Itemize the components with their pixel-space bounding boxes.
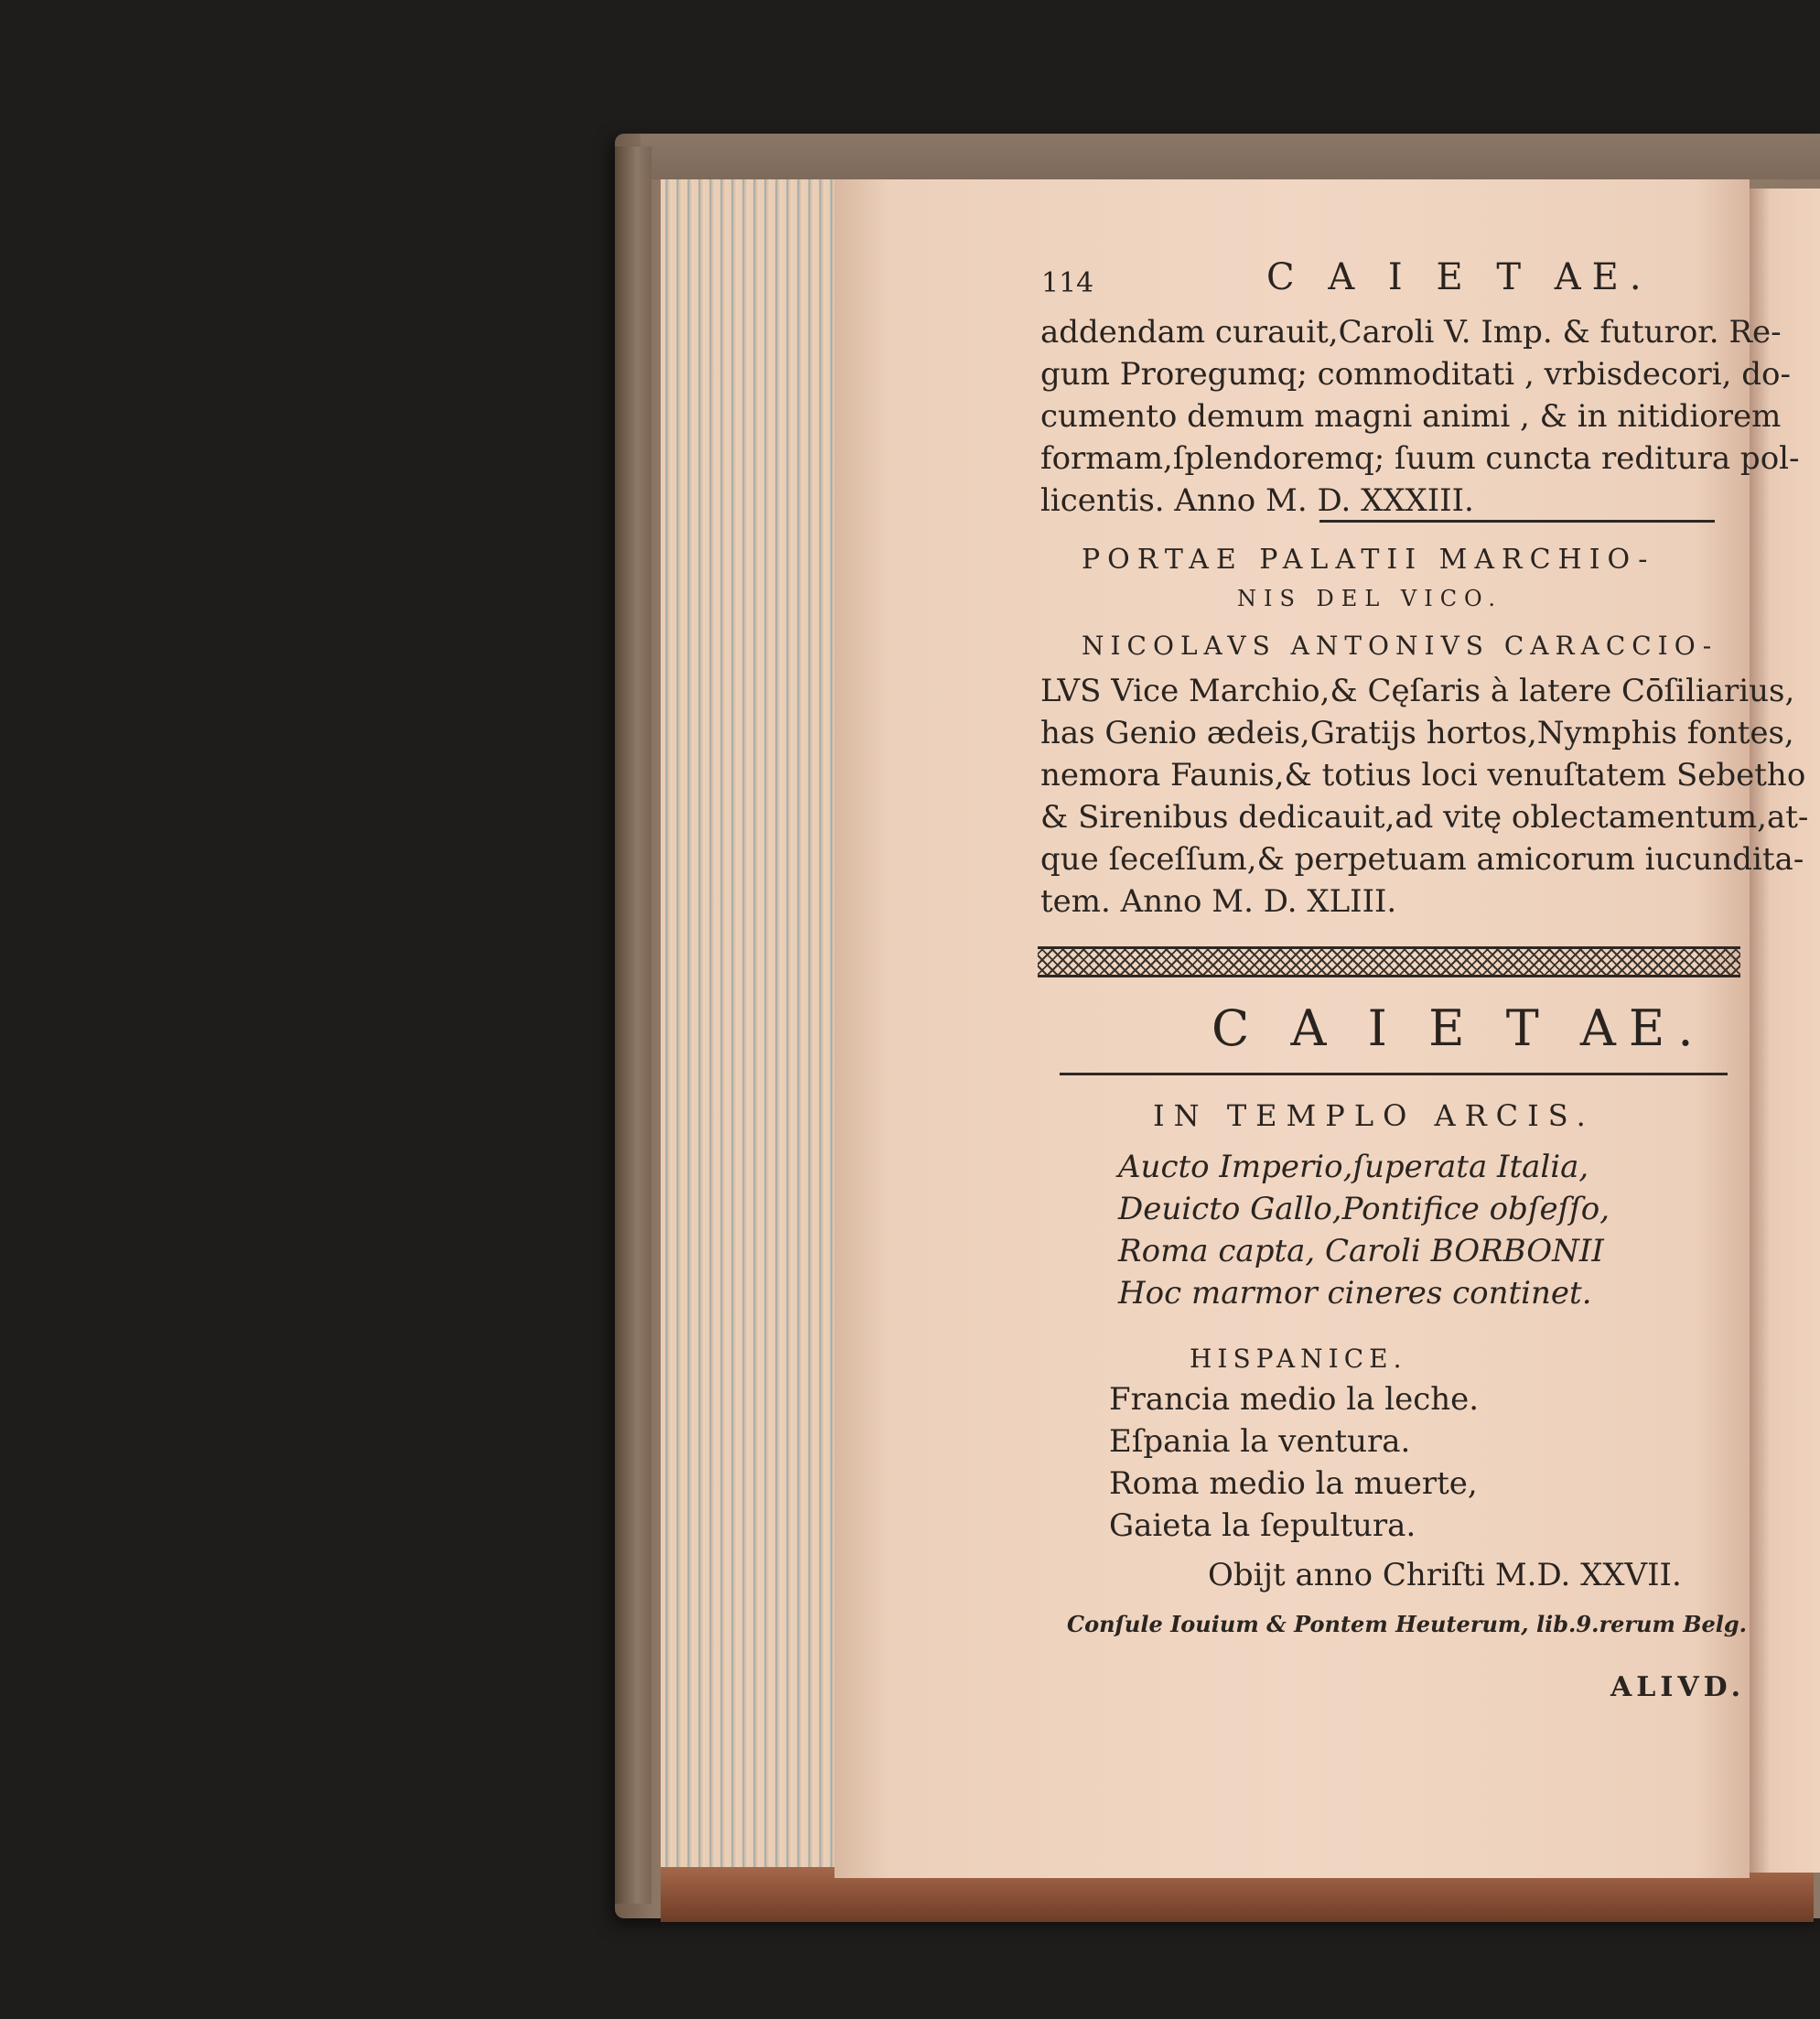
spanish-heading: HISPANICE. xyxy=(1190,1344,1407,1374)
epitaph-line-2: Deuicto Gallo,Pontifice obſeſſo, xyxy=(1118,1191,1610,1227)
page-edges xyxy=(661,179,844,1882)
catchword: ALIVD. xyxy=(1610,1671,1746,1703)
title-rule xyxy=(1060,1073,1728,1075)
book-page xyxy=(835,179,1809,1878)
epitaph-line-1: Aucto Imperio,ſuperata Italia, xyxy=(1118,1149,1589,1185)
paragraph-2-line-1: NICOLAVS ANTONIVS CARACCIO- xyxy=(1082,631,1718,661)
section-subheading: IN TEMPLO ARCIS. xyxy=(1153,1098,1595,1133)
ornamental-border xyxy=(1038,946,1740,977)
page-number: 114 xyxy=(1041,267,1094,299)
spanish-line-1: Francia medio la leche. xyxy=(1109,1381,1480,1418)
running-title: C A I E T AE. xyxy=(1266,256,1653,298)
obit-line: Obijt anno Chriſti M.D. XXVII. xyxy=(1208,1557,1682,1593)
section-heading: PORTAE PALATII MARCHIO- xyxy=(1082,544,1655,576)
paragraph-1-line-1: addendam curauit,Caroli V. Imp. & futuror. Re- xyxy=(1040,314,1782,351)
paragraph-2-line-6: que ſeceſſum,& perpetuam amicorum iucundita- xyxy=(1040,841,1804,878)
spine-edge xyxy=(615,146,652,1904)
paragraph-2-line-3: has Genio ædeis,Gratijs hortos,Nymphis fontes, xyxy=(1040,715,1794,751)
paragraph-2-line-7: tem. Anno M. D. XLIII. xyxy=(1040,883,1397,920)
paragraph-2-line-5: & Sirenibus dedicauit,ad vitę oblectamentum,at- xyxy=(1040,799,1809,836)
divider-rule xyxy=(1319,520,1715,523)
spanish-line-4: Gaieta la ſepultura. xyxy=(1109,1507,1416,1544)
paragraph-2-line-2: LVS Vice Marchio,& Cęſaris à latere Cōſiliarius, xyxy=(1040,673,1795,709)
spanish-line-2: Eſpania la ventura. xyxy=(1109,1423,1411,1460)
paragraph-1-line-3: cumento demum magni animi , & in nitidiorem xyxy=(1040,398,1782,435)
epitaph-line-4: Hoc marmor cineres continet. xyxy=(1118,1275,1592,1312)
paragraph-1-line-2: gum Proregumq; commoditati , vrbisdecori, do- xyxy=(1040,356,1792,393)
spanish-line-3: Roma medio la muerte, xyxy=(1109,1465,1478,1502)
epitaph-line-3: Roma capta, Caroli BORBONII xyxy=(1118,1233,1604,1269)
section-title: C A I E T AE. xyxy=(1212,999,1707,1057)
paragraph-1-line-4: formam,ſplendoremq; ſuum cuncta reditura pol- xyxy=(1040,440,1800,477)
paragraph-2-line-4: nemora Faunis,& totius loci venuſtatem Sebetho xyxy=(1040,757,1806,794)
cover-top-edge xyxy=(641,134,1820,179)
reference-line: Conſule Iouium & Pontem Heuterum, lib.9.rerum Belg. xyxy=(1067,1611,1748,1637)
section-heading-continued: NIS DEL VICO. xyxy=(1237,586,1502,611)
paragraph-1-line-5: licentis. Anno M. D. XXXIII. xyxy=(1040,482,1474,519)
